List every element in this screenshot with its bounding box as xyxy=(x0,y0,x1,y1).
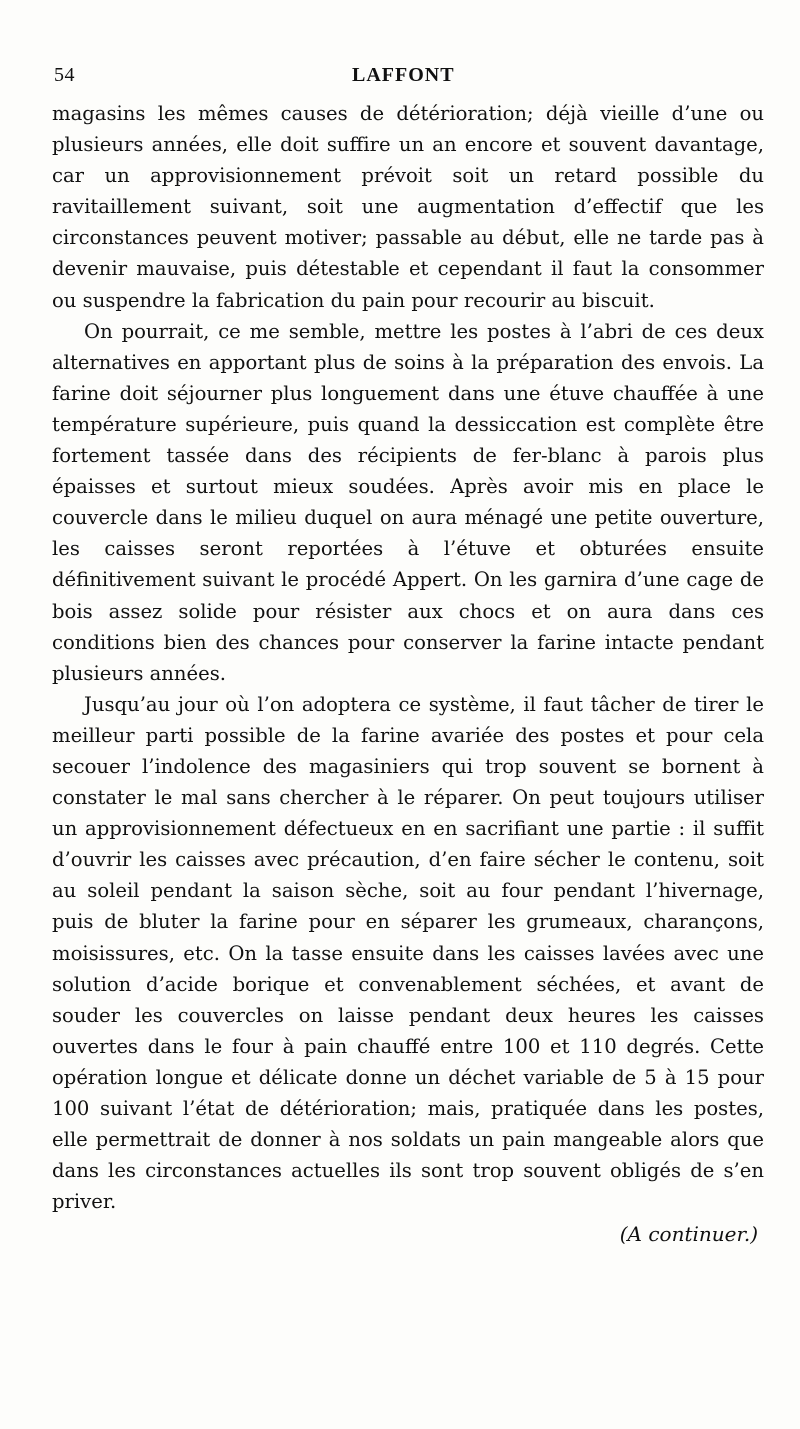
paragraph: Jusqu’au jour où l’on adoptera ce système, il faut tâcher de tirer le meilleur parti possible de la farine avariée des postes et pour cela secouer l’indolence des magasiniers qui trop souvent se bornent à constater le mal sans chercher à le réparer. On peut toujours utiliser un approvisionnement défectueux en en sacrifiant une partie : il suffit d’ouvrir les caisses avec précaution, d’en faire sécher le contenu, soit au soleil pendant la saison sèche, soit au four pendant l’hivernage, puis de bluter la farine pour en séparer les grumeaux, charançons, moisissures, etc. On la tasse ensuite dans les caisses lavées avec une solution d’acide borique et convenablement séchées, et avant de souder les couvercles on laisse pendant deux heures les caisses ouvertes dans le four à pain chauffé entre 100 et 110 degrés. Cette opération longue et délicate donne un déchet variable de 5 à 15 pour 100 suivant l’état de détérioration; mais, pratiquée dans les postes, elle permettrait de donner à nos soldats un pain mangeable alors que dans les circonstances actuelles ils sont trop souvent obligés de s’en priver. xyxy=(52,692,764,1214)
page-number: 54 xyxy=(54,64,75,86)
book-page xyxy=(52,60,764,1250)
running-header xyxy=(52,60,764,90)
paragraph: On pourrait, ce me semble, mettre les postes à l’abri de ces deux alternatives en apportant plus de soins à la préparation des envois. La farine doit séjourner plus longuement dans une étuve chauffée à une température supérieure, puis quand la dessiccation est complète être fortement tassée dans des récipients de fer-blanc à parois plus épaisses et surtout mieux soudées. Après avoir mis en place le couvercle dans le milieu duquel on aura ménagé une petite ouverture, les caisses seront reportées à l’étuve et obturées ensuite définitivement suivant le procédé Appert. On les garnira d’une cage de bois assez solide pour résister aux chocs et on aura dans ces conditions bien des chances pour conserver la farine intacte pendant plusieurs années. xyxy=(52,319,764,685)
body-text xyxy=(52,98,764,1217)
continuation-note: (A continuer.) xyxy=(619,1222,758,1247)
running-title: LAFFONT xyxy=(352,64,455,86)
paragraph-continuation: magasins les mêmes causes de détérioration; déjà vieille d’une ou plusieurs années, elle doit suffire un an encore et souvent davantage, car un approvisionnement prévoit soit un retard possible du ravitaillement suivant, soit une augmentation d’effectif que les circonstances peuvent motiver; passable au début, elle ne tarde pas à devenir mauvaise, puis détestable et cependant il faut la consommer ou suspendre la fabrication du pain pour recourir au biscuit. xyxy=(52,102,764,312)
